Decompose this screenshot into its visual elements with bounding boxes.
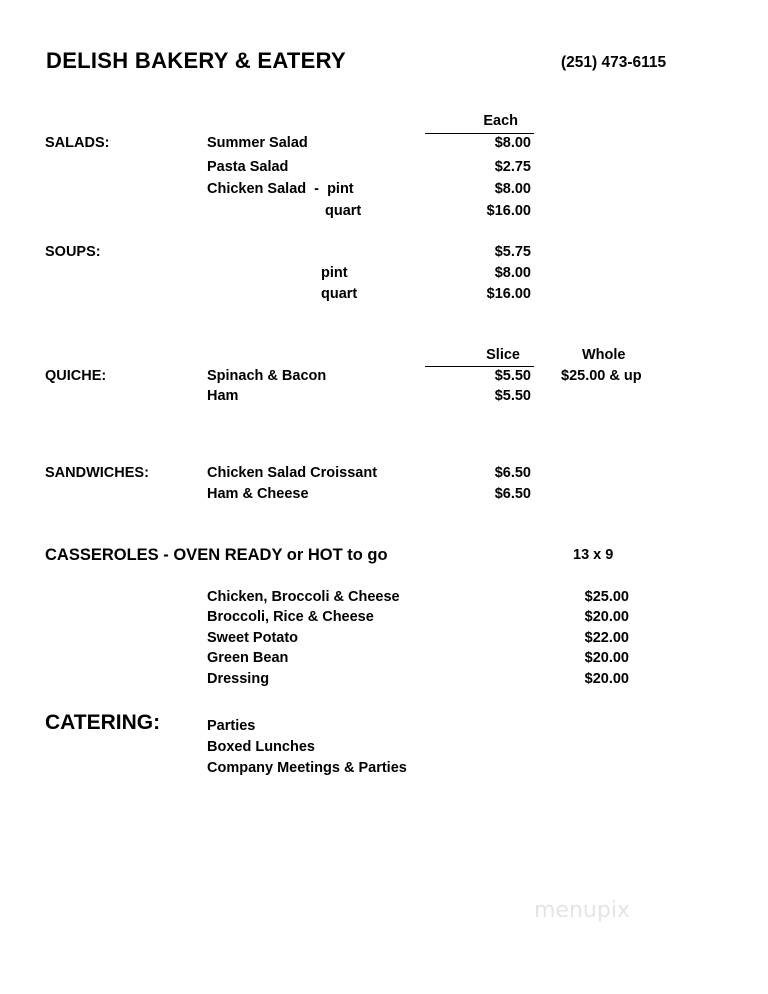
menu-item-name: Summer Salad [207,135,308,151]
menu-item-price: $8.00 [494,265,531,281]
menu-item-name: Pasta Salad [207,159,289,175]
menu-item-name: Dressing [207,671,270,687]
section-label-casseroles: CASSEROLES - OVEN READY or HOT to go [45,546,388,564]
menu-item-price: $20.00 [584,671,629,687]
menupix-watermark: menupix [534,898,630,923]
menu-item-name: Chicken Salad Croissant [207,465,378,481]
phone-number: (251) 473-6115 [561,54,667,71]
menu-item-price: $16.00 [486,203,531,219]
menu-item-price: $5.75 [494,244,531,260]
catering-item: Boxed Lunches [207,739,315,755]
quiche-slice-header: Slice [486,347,520,363]
menu-item-name: quart [321,286,358,302]
menu-item-name: Ham [207,388,239,404]
menu-item-price: $22.00 [584,630,629,646]
section-label-quiche: QUICHE: [45,368,107,384]
menu-item-price: $6.50 [494,486,531,502]
restaurant-title: DELISH BAKERY & EATERY [46,48,346,73]
menu-item-name: Ham & Cheese [207,486,309,502]
menu-item-price: $16.00 [486,286,531,302]
menu-item-price: $5.50 [494,388,531,404]
menu-item-name: Green Bean [207,650,289,666]
catering-item: Company Meetings & Parties [207,760,407,776]
casseroles-size-header: 13 x 9 [573,547,614,563]
section-label-catering: CATERING: [45,711,161,734]
catering-item: Parties [207,718,256,734]
menu-item-name: pint [321,265,348,281]
section-label-soups: SOUPS: [45,244,101,260]
menu-item-name: Sweet Potato [207,630,299,646]
section-label-sandwiches: SANDWICHES: [45,465,149,481]
menu-item-name: Spinach & Bacon [207,368,327,384]
menu-item-price: $2.75 [494,159,531,175]
menu-item-price: $5.50 [494,368,531,384]
menu-item-whole-price: $25.00 & up [561,368,642,384]
menu-item-price: $8.00 [494,135,531,151]
menu-item-price: $20.00 [584,609,629,625]
menu-item-name: Chicken Salad - pint [207,181,354,197]
menu-item-price: $6.50 [494,465,531,481]
menu-item-price: $25.00 [584,589,629,605]
menu-item-price: $8.00 [494,181,531,197]
menu-item-name: Broccoli, Rice & Cheese [207,609,374,625]
section-label-salads: SALADS: [45,135,110,151]
salads-each-header: Each [483,113,518,129]
menu-item-name: quart [325,203,362,219]
quiche-whole-header: Whole [582,347,626,363]
menu-item-name: Chicken, Broccoli & Cheese [207,589,400,605]
menu-item-price: $20.00 [584,650,629,666]
